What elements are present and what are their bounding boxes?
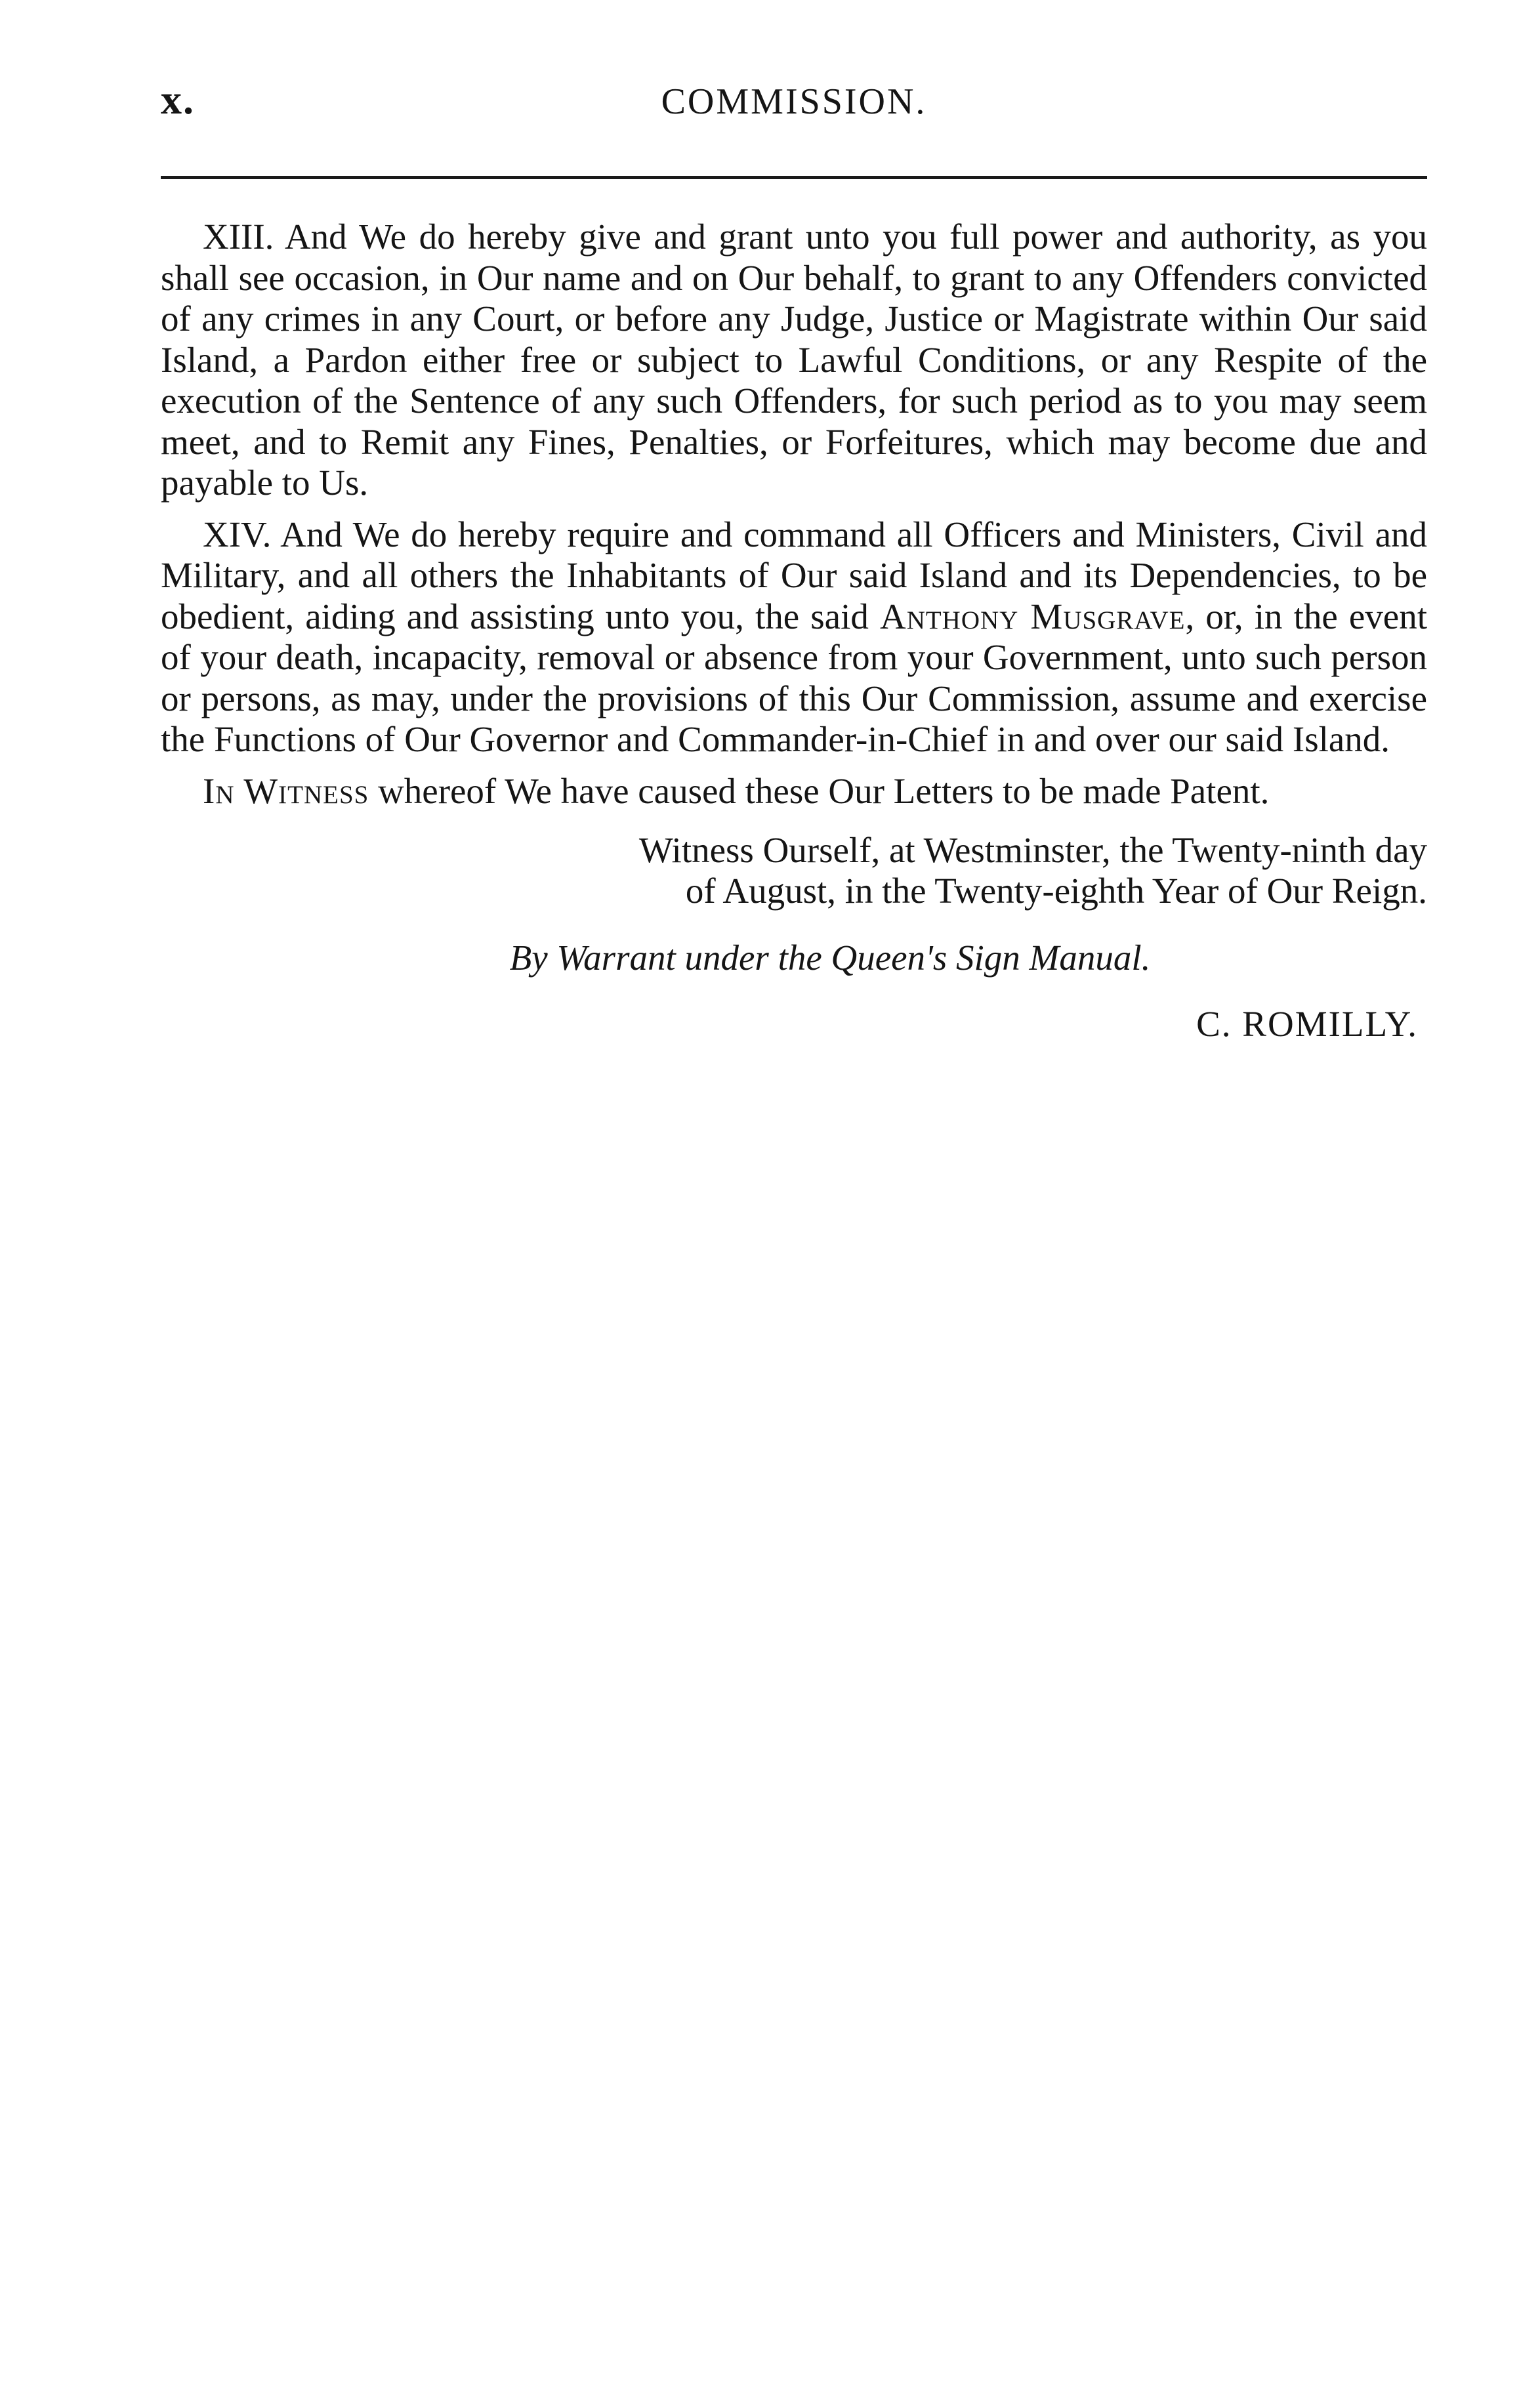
section-text: And We do hereby require and command all Officers and Ministers, Civil and Military, and all others the Inhabitants of Our said Island and its Dependencies, to be obedient, aiding and assisting unto you, the said bbox=[161, 514, 1427, 636]
section-text-continued: , or, in the event of your death, incapacity, removal or absence from your Government, unto such person or persons, as may, under the provisions of this Our Commission, assume and exercise the Functions of Our Governor and Commander-in-Chief in and over our said Island. bbox=[161, 596, 1427, 759]
section-xiv bbox=[161, 514, 1427, 760]
section-xiii bbox=[161, 217, 1427, 504]
signature: C. ROMILLY. bbox=[1196, 1003, 1418, 1044]
section-numeral: XIII. bbox=[203, 217, 274, 257]
governor-name: Anthony Musgrave bbox=[879, 596, 1186, 636]
header-rule bbox=[161, 176, 1427, 179]
witness-line: Witness Ourself, at Westminster, the Twenty-ninth day bbox=[638, 830, 1427, 870]
page-header bbox=[161, 75, 1427, 141]
running-head: COMMISSION. bbox=[661, 81, 927, 122]
attestation-text: whereof We have caused these Our Letters to be made Patent. bbox=[378, 770, 1270, 811]
attestation-clause bbox=[161, 771, 1427, 812]
witness-clause bbox=[161, 830, 1427, 911]
witness-line: of August, in the Twenty-eighth Year of Our Reign. bbox=[685, 871, 1427, 911]
attestation-lead: In Witness bbox=[203, 770, 369, 811]
document-body bbox=[161, 217, 1427, 1045]
section-numeral: XIV. bbox=[203, 514, 272, 554]
warrant-line: By Warrant under the Queen's Sign Manual. bbox=[509, 938, 1151, 978]
page-number: x. bbox=[161, 76, 195, 123]
section-text: And We do hereby give and grant unto you full power and authority, as you shall see occasion, in Our name and on Our behalf, to grant to any Offenders convicted of any crimes in any Court, or before any Judge, Justice or Magistrate within Our said Island, a Pardon either free or subject to Lawful Conditions, or any Respite of the execution of the Sentence of any such Offenders, for such period as to you may seem meet, and to Remit any Fines, Penalties, or Forfeitures, which may become due and payable to Us. bbox=[161, 217, 1427, 503]
